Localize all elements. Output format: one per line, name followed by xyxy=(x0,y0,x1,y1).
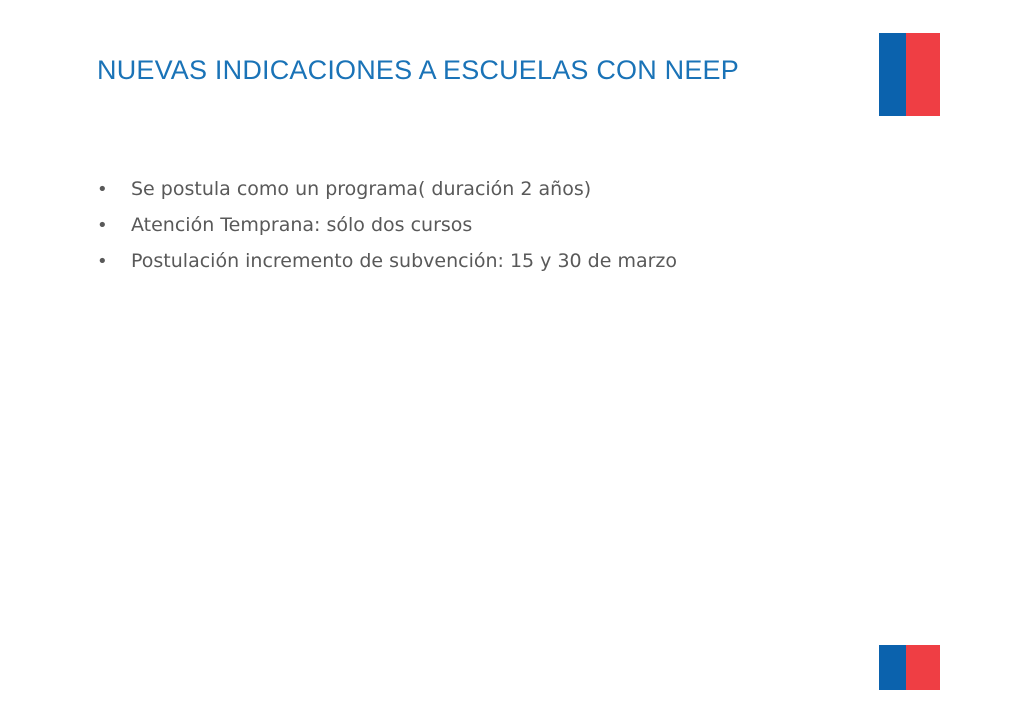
list-item xyxy=(97,250,677,286)
flag-blue-stripe xyxy=(879,645,906,690)
bullet-text: Se postula como un programa( duración 2 años) xyxy=(131,178,592,200)
bullet-icon: • xyxy=(97,215,108,236)
flag-red-stripe xyxy=(906,33,940,116)
flag-logo-top xyxy=(879,33,940,116)
bullet-icon: • xyxy=(97,179,108,200)
bullet-list xyxy=(97,178,677,286)
list-item xyxy=(97,178,677,214)
bullet-text: Atención Temprana: sólo dos cursos xyxy=(131,214,473,236)
flag-logo-bottom xyxy=(879,645,940,690)
bullet-icon: • xyxy=(97,251,108,272)
slide-title: NUEVAS INDICACIONES A ESCUELAS CON NEEP xyxy=(97,55,739,85)
flag-red-stripe xyxy=(906,645,940,690)
bullet-text: Postulación incremento de subvención: 15 y 30 de marzo xyxy=(131,250,678,272)
list-item xyxy=(97,214,677,250)
flag-blue-stripe xyxy=(879,33,906,116)
